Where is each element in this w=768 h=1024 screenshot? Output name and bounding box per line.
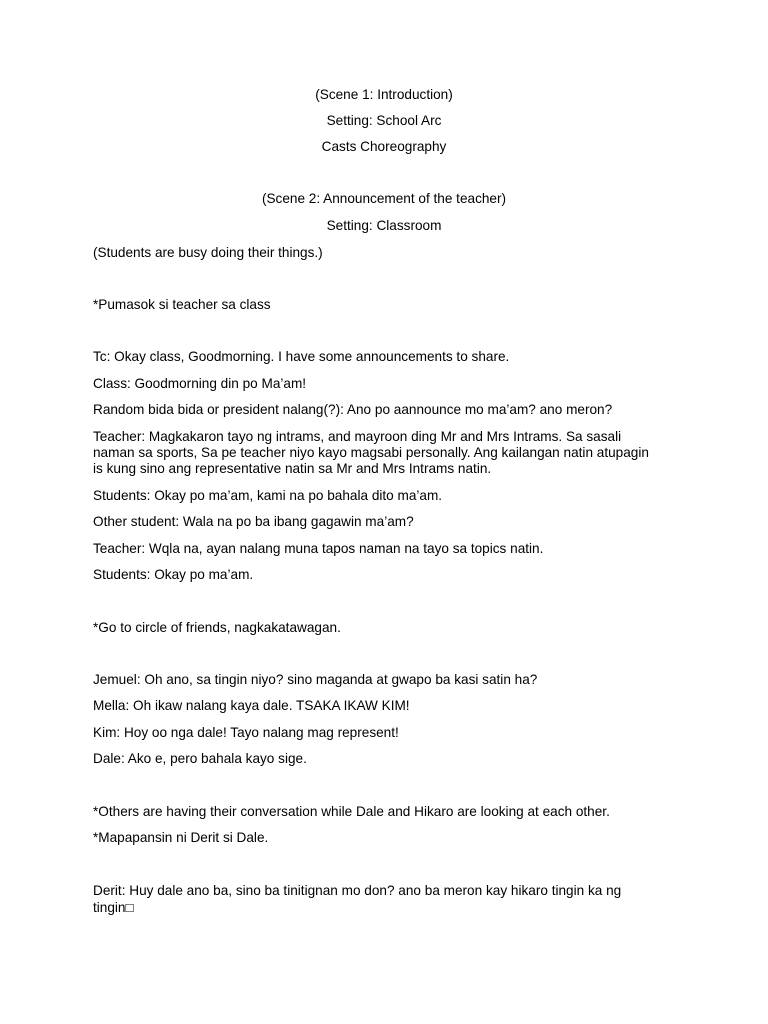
scene1-title: (Scene 1: Introduction) — [315, 87, 453, 102]
scene2-title: (Scene 2: Announcement of the teacher) — [261, 191, 507, 206]
dialogue-students2: Students: Okay po ma’am. — [93, 567, 254, 582]
scene1-setting: Setting: School Arc — [326, 113, 442, 128]
stage-direction-3: *Others are having their conversation while Dale and Hikaro are looking at each other. — [93, 804, 610, 819]
dialogue-derit-line2: tingin□ — [93, 900, 134, 915]
dialogue-random: Random bida bida or president nalang(?): Ano po aannounce mo ma’am? ano meron? — [93, 402, 613, 417]
dialogue-students1: Students: Okay po ma’am, kami na po bahala dito ma’am. — [93, 488, 443, 503]
dialogue-jemuel: Jemuel: Oh ano, sa tingin niyo? sino maganda at gwapo ba kasi satin ha? — [93, 672, 538, 687]
dialogue-other-student: Other student: Wala na po ba ibang gagawin ma’am? — [93, 514, 414, 529]
stage-direction-2: *Go to circle of friends, nagkakatawagan. — [93, 620, 341, 635]
dialogue-tc: Tc: Okay class, Goodmorning. I have some announcements to share. — [93, 349, 510, 364]
dialogue-mella: Mella: Oh ikaw nalang kaya dale. TSAKA IKAW KIM! — [93, 698, 410, 713]
scene2-setting: Setting: Classroom — [326, 218, 442, 233]
dialogue-derit-line1: Derit: Huy dale ano ba, sino ba tinitignan mo don? ano ba meron kay hikaro tingin ka ng — [93, 883, 622, 898]
dialogue-dale: Dale: Ako e, pero bahala kayo sige. — [93, 751, 307, 766]
scene2-note: (Students are busy doing their things.) — [93, 245, 323, 260]
scene1-cast: Casts Choreography — [321, 139, 447, 154]
dialogue-teacher1-line1: Teacher: Magkakaron tayo ng intrams, and mayroon ding Mr and Mrs Intrams. Sa sasali — [93, 429, 622, 444]
stage-direction-4: *Mapapansin ni Derit si Dale. — [93, 830, 269, 845]
dialogue-teacher1-line3: is kung sino ang representative natin sa Mr and Mrs Intrams natin. — [93, 461, 492, 476]
dialogue-kim: Kim: Hoy oo nga dale! Tayo nalang mag represent! — [93, 725, 399, 740]
dialogue-teacher2: Teacher: Wqla na, ayan nalang muna tapos naman na tayo sa topics natin. — [93, 541, 544, 556]
stage-direction-1: *Pumasok si teacher sa class — [93, 297, 271, 312]
dialogue-teacher1-line2: naman sa sports, Sa pe teacher niyo kayo magsabi personally. Ang kailangan natin atupagin — [93, 445, 649, 460]
dialogue-class: Class: Goodmorning din po Ma’am! — [93, 376, 307, 391]
